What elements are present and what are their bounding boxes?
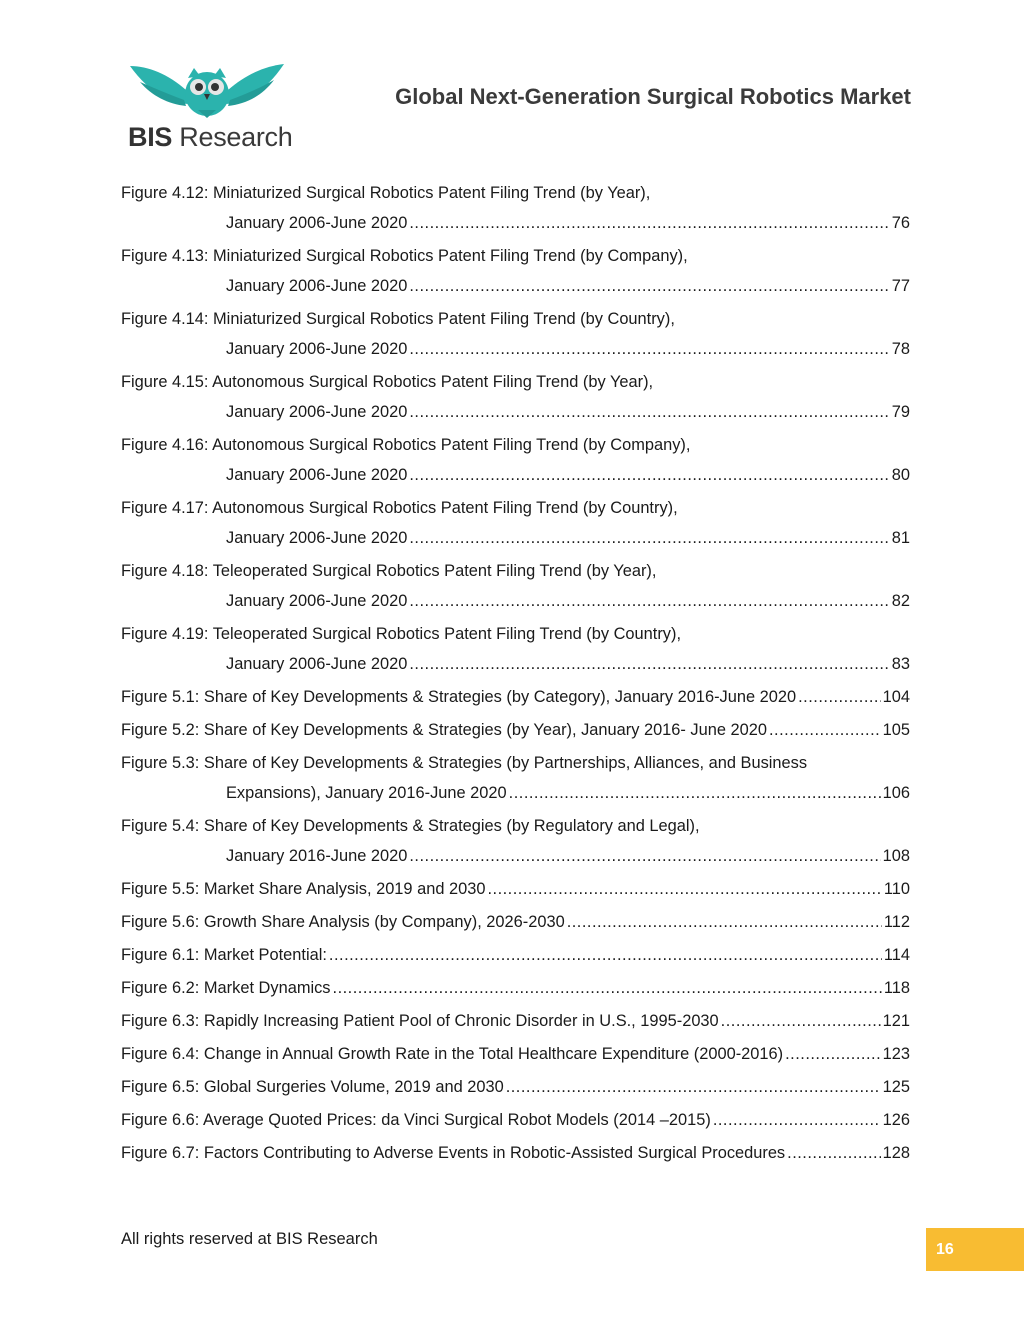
toc-leader-dots	[409, 399, 889, 425]
toc-entry-title: Figure 4.17: Autonomous Surgical Robotics Patent Filing Trend (by Country),	[121, 499, 678, 517]
toc-entry-title: Figure 6.5: Global Surgeries Volume, 2019 and 2030	[121, 1078, 504, 1096]
toc-leader-dots	[787, 1140, 881, 1166]
toc-leader-dots	[506, 1074, 881, 1100]
toc-entry[interactable]	[121, 876, 910, 909]
toc-entry-title: Figure 5.1: Share of Key Developments & Strategies (by Category), January 2016-June 2020	[121, 688, 797, 706]
toc-entry[interactable]	[121, 684, 910, 717]
toc-entry-title: Figure 4.16: Autonomous Surgical Robotics Patent Filing Trend (by Company),	[121, 436, 691, 454]
toc-leader-dots	[798, 684, 881, 710]
toc-entry-title: Figure 5.5: Market Share Analysis, 2019 and 2030	[121, 880, 486, 898]
toc-entry-title: Figure 4.19: Teleoperated Surgical Robotics Patent Filing Trend (by Country),	[121, 625, 682, 643]
toc-entry-continuation: January 2006-June 2020	[226, 529, 408, 547]
toc-page-number: 80	[891, 466, 910, 484]
toc-leader-dots	[487, 876, 881, 902]
toc-leader-dots	[409, 336, 889, 362]
toc-leader-dots	[409, 651, 889, 677]
toc-page-number: 106	[882, 784, 910, 802]
toc-leader-dots	[567, 909, 882, 935]
toc-entry-title: Figure 6.4: Change in Annual Growth Rate in the Total Healthcare Expenditure (2000-2016)	[121, 1045, 784, 1063]
toc-page-number: 121	[882, 1012, 910, 1030]
toc-leader-dots	[409, 462, 889, 488]
toc-leader-dots	[785, 1041, 881, 1067]
toc-page-number: 108	[882, 847, 910, 865]
toc-entry[interactable]	[121, 750, 910, 813]
toc-leader-dots	[721, 1008, 881, 1034]
toc-page-number: 128	[882, 1144, 910, 1162]
toc-leader-dots	[409, 525, 889, 551]
toc-page-number: 125	[882, 1078, 910, 1096]
toc-entry-title: Figure 4.14: Miniaturized Surgical Robotics Patent Filing Trend (by Country),	[121, 310, 675, 328]
toc-entry[interactable]	[121, 975, 910, 1008]
toc-leader-dots	[713, 1107, 881, 1133]
toc-entry-continuation: January 2006-June 2020	[226, 655, 408, 673]
toc-entry[interactable]	[121, 1008, 910, 1041]
toc-entry[interactable]	[121, 942, 910, 975]
toc-page-number: 112	[883, 913, 910, 931]
toc-entry[interactable]	[121, 369, 910, 432]
toc-page-number: 77	[891, 277, 910, 295]
toc-entry-title: Figure 5.4: Share of Key Developments & Strategies (by Regulatory and Legal),	[121, 817, 700, 835]
toc-entry-continuation: January 2016-June 2020	[226, 847, 408, 865]
toc-entry[interactable]	[121, 1140, 910, 1173]
toc-entry-title: Figure 6.6: Average Quoted Prices: da Vinci Surgical Robot Models (2014 –2015)	[121, 1111, 711, 1129]
page-number-badge	[926, 1228, 1024, 1271]
toc-entry-continuation: January 2006-June 2020	[226, 277, 408, 295]
toc-leader-dots	[409, 843, 880, 869]
toc-entry[interactable]	[121, 558, 910, 621]
toc-entry-title: Figure 4.12: Miniaturized Surgical Robotics Patent Filing Trend (by Year),	[121, 184, 651, 202]
toc-leader-dots	[333, 975, 882, 1001]
toc-page-number: 105	[882, 721, 910, 739]
toc-entry-continuation: January 2006-June 2020	[226, 592, 408, 610]
toc-page-number: 104	[882, 688, 910, 706]
page-number: 16	[936, 1240, 954, 1258]
footer-rights: All rights reserved at BIS Research	[121, 1230, 378, 1248]
toc-leader-dots	[409, 273, 889, 299]
toc-page-number: 82	[891, 592, 910, 610]
toc-leader-dots	[769, 717, 881, 743]
toc-leader-dots	[509, 780, 881, 806]
toc-entry[interactable]	[121, 1107, 910, 1140]
logo-research-text: Research	[172, 122, 293, 152]
toc-leader-dots	[329, 942, 882, 968]
toc-entry[interactable]	[121, 909, 910, 942]
report-title: Global Next-Generation Surgical Robotics Market	[395, 84, 911, 109]
toc-entry-title: Figure 5.3: Share of Key Developments & Strategies (by Partnerships, Alliances, and Business	[121, 754, 808, 772]
toc-entry-continuation: January 2006-June 2020	[226, 214, 408, 232]
toc-page-number: 114	[883, 946, 910, 964]
toc-entry[interactable]	[121, 1041, 910, 1074]
toc-entry-continuation: January 2006-June 2020	[226, 466, 408, 484]
toc-entry-title: Figure 6.2: Market Dynamics	[121, 979, 331, 997]
logo-bis-text: BIS	[128, 122, 173, 152]
toc-entry-continuation: Expansions), January 2016-June 2020	[226, 784, 507, 802]
toc-entry-title: Figure 4.13: Miniaturized Surgical Robotics Patent Filing Trend (by Company),	[121, 247, 688, 265]
toc-leader-dots	[409, 588, 889, 614]
toc-entry[interactable]	[121, 432, 910, 495]
toc-page-number: 83	[891, 655, 910, 673]
toc-entry[interactable]	[121, 243, 910, 306]
toc-entry-title: Figure 5.2: Share of Key Developments & Strategies (by Year), January 2016- June 2020	[121, 721, 767, 739]
table-of-figures	[121, 180, 910, 1173]
toc-entry-title: Figure 6.1: Market Potential:	[121, 946, 327, 964]
toc-page-number: 81	[891, 529, 910, 547]
toc-entry[interactable]	[121, 306, 910, 369]
toc-page-number: 123	[882, 1045, 910, 1063]
toc-entry-title: Figure 5.6: Growth Share Analysis (by Company), 2026-2030	[121, 913, 565, 931]
toc-entry[interactable]	[121, 813, 910, 876]
toc-entry-title: Figure 4.18: Teleoperated Surgical Robotics Patent Filing Trend (by Year),	[121, 562, 657, 580]
toc-page-number: 126	[882, 1111, 910, 1129]
toc-entry[interactable]	[121, 1074, 910, 1107]
logo-wordmark	[128, 122, 292, 153]
toc-entry[interactable]	[121, 621, 910, 684]
toc-entry-title: Figure 4.15: Autonomous Surgical Robotics Patent Filing Trend (by Year),	[121, 373, 654, 391]
toc-entry-continuation: January 2006-June 2020	[226, 340, 408, 358]
toc-page-number: 78	[891, 340, 910, 358]
toc-leader-dots	[409, 210, 889, 236]
toc-page-number: 110	[883, 880, 910, 898]
toc-entry[interactable]	[121, 495, 910, 558]
toc-entry-title: Figure 6.3: Rapidly Increasing Patient Pool of Chronic Disorder in U.S., 1995-2030	[121, 1012, 719, 1030]
toc-page-number: 118	[883, 979, 910, 997]
toc-entry-title: Figure 6.7: Factors Contributing to Adverse Events in Robotic-Assisted Surgical Procedures	[121, 1144, 786, 1162]
toc-page-number: 79	[891, 403, 910, 421]
bis-research-logo	[128, 60, 293, 152]
toc-entry-continuation: January 2006-June 2020	[226, 403, 408, 421]
toc-entry[interactable]	[121, 717, 910, 750]
toc-page-number: 76	[891, 214, 910, 232]
toc-entry[interactable]	[121, 180, 910, 243]
owl-icon	[128, 60, 288, 122]
